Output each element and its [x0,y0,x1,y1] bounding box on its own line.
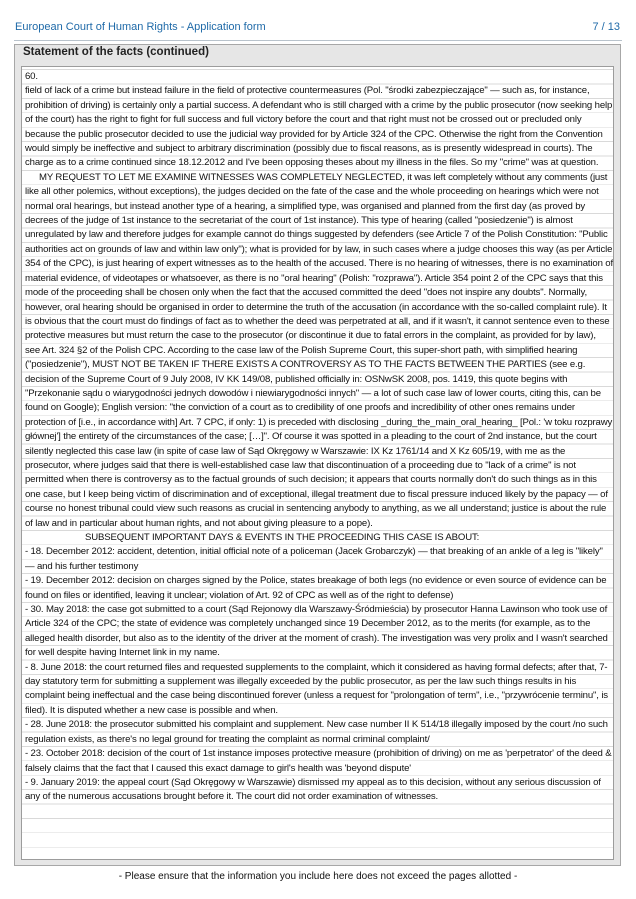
event-item: - 9. January 2019: the appeal court (Sąd Okręgowy w Warszawie) dismissed my appeal as to this decision, without any serious discussion of any of the numerous accusations brought before it. The court did not order examination of witnesses. [25,776,601,803]
paragraph-1: field of lack of a crime but instead failure in the field of protective countermeasures (Pol. "środki zabezpieczające" — such as, for instance, prohibition of driving) is certainly only a partial success. A defendant who is still charged with a crime by the public prosecutor (now seeking help of the court) has the right to fight for full success and full victory before the court and that right must not be crossed out or precluded only because the public prosecutor decided to use the judicial way provided for by Article 324 of the CPC. Otherwise the right from the Convention would simply be ineffective and subject to arbitrary discrimination (possibly due to fiscal reasons, as is presently widespread in courts). The charge as to a crime continued since 18.12.2012 and I've been opposing theses about my illness in the files. So my "crime" was at question. [25,85,613,169]
page-number: 7 / 13 [592,21,620,33]
page-header [14,18,622,41]
event-item: - 18. December 2012: accident, detention, initial official note of a policeman (Jacek Grobarczyk) — that breaking of an ankle of a leg is "likely" — and his further testimony [25,546,603,572]
event-item: - 8. June 2018: the court returned files and requested supplements to the complaint, which it considered as having formal defects; after that, 7-day statutory term for submitting a supplement was illegally exceeded by the public prosecutor, as per the law such things results in his complaint being ineffectual and the case being discontinued forever (unless a request for "prolongation of term", i.e., "przywrócenie terminu", is filed). It is disputed whether a new case is possible and when. [25,661,608,716]
event-item: - 30. May 2018: the case got submitted to a court (Sąd Rejonowy dla Warszawy-Śródmieścia) by prosecutor Hanna Lawinson who took use of Article 324 of the CPC; the state of evidence was completely unchanged since 19 December 2012, as to the merits (for example, as to the alleged health disorder, but also as to the identity of the driver at the moment of crash). The investigation was very prolix and I wasn't searched for well despite having Internet link in my name. [25,604,608,659]
statement-section [14,44,621,866]
event-item: - 28. June 2018: the prosecutor submitted his complaint and supplement. New case number II K 514/18 illegally imposed by the court /no such regulation exists, as there's no legal ground for treating the complaint as normal criminal complaint/ [25,719,608,745]
events-heading: SUBSEQUENT IMPORTANT DAYS & EVENTS IN THE PROCEEDING THIS CASE IS ABOUT: [85,532,480,543]
event-item: - 23. October 2018: decision of the court of 1st instance imposes protective measure (prohibition of driving) on me as 'perpetrator' of the deed & falsely claims that the fact that I caused this exact damage to girl's health was 'beyond dispute' [25,748,612,774]
statement-text-field[interactable] [21,66,614,860]
page-limit-note: - Please ensure that the information you include here does not exceed the pages allotted - [118,871,518,882]
item-number: 60. [25,71,38,82]
form-title: European Court of Human Rights - Application form [15,21,266,33]
paragraph-2: MY REQUEST TO LET ME EXAMINE WITNESSES WAS COMPLETELY NEGLECTED, it was left completely without any comments (just like all other polemics, without exceptions), the judges decided on the fate of the case and the whole proceeding on hearings which were not normal oral hearings, but instead another type of a hearing, a simplified type, was organised and planned from the first day (as proved by decrees of the judge of 1st instance to the secretariat of the court of 1st instance). This type of hearing (called "posiedzenie") is almost unregulated by law and therefore judges for example cannot do things suggested by defenders (see Article 7 of the Polish Constitution: "Public authorities act on grounds of law and within law only"); what is provided for by law, in such cases where a judge chooses this way (as per Article 354 of the CPC), is just hearing of expert witnesses as to the health of the accused. There is no hearing of witnesses, there is no examination of material evidence, of videotapes or whatsoever, as there is no "oral hearing" (Polish: "rozprawa"). Article 354 point 2 of the CPC says that this mode of the proceeding shall be chosen only when the fact that the accused committed the deed "does not inspire any doubts". Normally, however, oral hearing should be organised in order to determine the truth of the accusation (in accordance with the so-called complaint rule). It is obvious that the court must do findings of fact as to whether the deed was perpetrated at all, and if it wasn't, it cannot sentence even to these protective measures but must return the case to the prosecutor (or discontinue it due to fatal errors in the complaint, as provided for by law), see Art. 324 §2 of the Polish CPC. According to the case law of the Polish Supreme Court, this super-short path, with simplified hearing ("posiedzenie"), MUST NOT BE TAKEN IF THERE EXISTS A CONTROVERSY AS TO THE FACTS BETWEEN THE PARTIES (see e.g. decision of the Supreme Court of 9 July 2008, IV KK 149/08, published officially in: OSNwSK 2008, pos. 1419, this quote begins with "Przekonanie sądu o wiarygodności jednych dowodów i niewiarygodności innych" — a lot of such case law of lower courts, citing this, can be found on Google); English version: "the conviction of a court as to credibility of one proofs and incredibility of other ones remains under protection of [i.e., in accordance with] Art. 7 CPC, if only: 1) is preceded with disclosing _during_the_main_oral_hearing_ [Pol.: 'w toku rozprawy głównej'] the entirety of the circumstances of the case; […]". Of course it was spotted in a pleading to the court of 2nd instance, but the court silently neglected this case law (in spite of case law of Sąd Okręgowy w Warszawie: IX Kz 1761/14 and X Kz 605/19, with me as the prosecutor, where judges said that there is well-established case law that discontinuation of a proceeding due to "lack of a crime" is not permitted when there is controversy as to the factual grounds of such decision; it appears that courts normally don't do such things as in this one case, but I keep being victim of discrimination and of exceptional, illegal treatment due to fiscal pressure induced likely by the papacy — of course no honest tribunal could view such reasons as crucial in sentencing anybody to anything, as we all understand; justice is about the rule of law and in particular about human rights, and not about giving pleasure to a pope). [25,171,614,529]
section-title: Statement of the facts (continued) [23,46,209,58]
event-item: - 19. December 2012: decision on charges signed by the Police, states breakage of both legs (no evidence or even source of evidence can be found on files or identified, leaving it unclear; violation of Art. 92 of CPC as well as of the right to defense) [25,575,607,601]
